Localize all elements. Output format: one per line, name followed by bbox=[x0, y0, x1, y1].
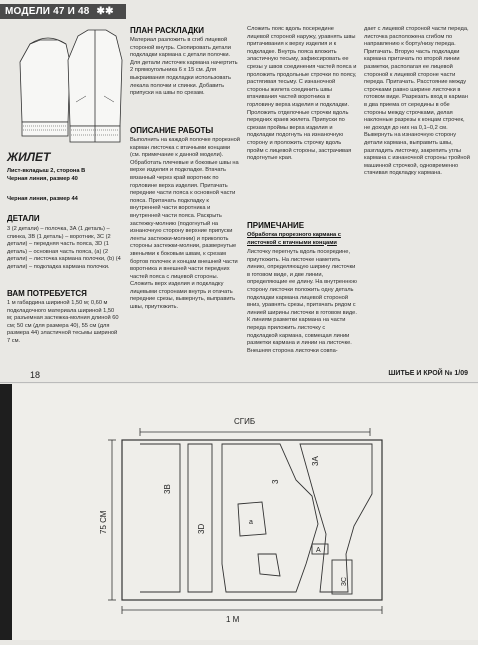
piece-3B-shape bbox=[140, 444, 180, 592]
width-label: 1 М bbox=[226, 615, 240, 624]
piece-3D-shape bbox=[188, 444, 212, 592]
details-heading: ДЕТАЛИ bbox=[7, 214, 40, 223]
fold-label: СГИБ bbox=[234, 417, 256, 426]
piece-3-shape bbox=[222, 444, 318, 592]
model-title: МОДЕЛИ 47 И 48 bbox=[5, 6, 90, 17]
piece-3-label: 3 bbox=[271, 479, 280, 484]
column3-text: Сложить пояс вдоль посередине лицевой стороной наружу, уравнять швы притачивания к верху изделия и к подкладке. Внутрь пояса вложить эластичную тесьму, зафиксировать ее срезы у швов соединения частей пояса и проложить продольные строчки по поясу, растягивая тесьму. С изнаночной стороны жилета соединить швы втачивания частей воротника в горловину верха изделия и подкладки. Проложить отделочные строчки вдоль передних краев жилета. Припуски по срезам проймы верха изделия и подкладки подогнуть на изнаночную сторону и проложить строчку вдоль пройм с лицевой стороны, застрачивая подогнутые края. bbox=[247, 26, 357, 162]
vest-sketch bbox=[8, 22, 126, 162]
layout-heading: ПЛАН РАСКЛАДКИ bbox=[130, 26, 205, 35]
note-text: Листочку перегнуть вдоль посередине, приутюжить. На листочке наметить линию, определяющую ширину листочки в готовом виде, и две линии, определяющие ее длину. На внутреннюю сторону листочки положить одну деталь подкладки кармана лицевой стороной вниз, уравнять срезы, притачать рядом с линией ширины листочки в готовом виде. К линиям разметки кармана на части переда приложить листочку с подкладкой кармана, совмещая линии разметки кармана и линии на листочке. Внешняя сторона листочки совпа- bbox=[247, 249, 357, 354]
difficulty-stars: ✱✱ bbox=[96, 6, 114, 17]
pocket-lining-shape bbox=[258, 554, 280, 576]
work-heading: ОПИСАНИЕ РАБОТЫ bbox=[130, 126, 214, 135]
sheet-info-3: Черная линия, размер 44 bbox=[7, 196, 78, 202]
sheet-info-1: Лист-вкладыш 2, сторона В bbox=[7, 168, 86, 174]
model-header bbox=[0, 4, 126, 19]
pattern-area bbox=[0, 384, 478, 640]
note-subheading: Обработка прорезного кармана с листочкой с втачными концами bbox=[247, 232, 341, 246]
pattern-layout-diagram bbox=[0, 384, 478, 640]
piece-3C-label: 3С bbox=[341, 577, 348, 586]
piece-3B-label: 3В bbox=[163, 484, 172, 494]
piece-3D-label: 3D bbox=[197, 523, 206, 534]
piece-A-label: А bbox=[316, 547, 321, 554]
garment-title: ЖИЛЕТ bbox=[7, 150, 51, 164]
details-text: 3 (2 детали) – полочка, 3А (1 деталь) – спинка, 3В (1 деталь) – воротник, 3С (2 детали) – передняя часть пояса, 3D (1 деталь) – основная часть пояса, (а) (2 детали) – листочка кармана полочки, (b) (4 детали) – подкладка кармана полочки. bbox=[7, 226, 121, 270]
piece-3C-shape bbox=[332, 560, 352, 594]
layout-text: Материал разложить в сгиб лицевой стороной внутрь. Скопировать детали подкладки кармана с детали полочки. Для детали листочек кармана начертить 2 прямоугольника 6 х 15 см. Для выкраивания подкладки использовать лекала полочки и спинки. Добавить припуски на швы по срезам. bbox=[130, 37, 238, 97]
page-number: 18 bbox=[30, 370, 41, 380]
piece-a-label: а bbox=[249, 519, 253, 526]
work-text: Выполнить на каждой полочке прорезной карман листочка с втачными концами (см. примечание к данной модели). Обработать плечевые и боковые швы на верхе изделия и подкладке. Втачать вязанный через край воротник по горловине верха изделия. Притачать передние части пояса к основной части пояса. Притачать подкладку к внутренней части воротника и внутренней части пояса. Раскрыть застежку-молнию (подогнутый на изнаночную сторону верхние припуски ленты застежки-молнии) и приколоть стороны застежки-молнии, развернутые звеньями к боковым швам, к срезам бортов полочек и концам внешней части воротника и внешней части передних частей пояса с лицевой стороны. Сложить верх изделия и подкладку лицевыми сторонами внутрь и отачать передние срезы, вывернуть, выправить швы, приутюжить. bbox=[130, 137, 240, 311]
column4-text: дает с лицевой стороной части переда, листочка расположена сгибом по направлению к борту/низу переда. Притачать. Вторую часть подкладки кармана притачать по второй линии разметки, располагая ее лицевой стороной к лицевой стороне части переда. Притачать. Расстояние между строчками равно ширине листочки в готовом виде. Разрезать вход в карман в два приема от середины в обе стороны между строчками, делая наклонные разрезы к концам строчек, не доходя до них на 0,1–0,2 см. Вывернуть на изнаночную сторону детали кармана, выправить швы, разгладить листочку, закрепить углы кармана с изнаночной стороны тройной машинной строчкой, одновременно стачивая подкладку кармана. bbox=[364, 26, 470, 177]
needed-heading: ВАМ ПОТРЕБУЕТСЯ bbox=[7, 289, 87, 298]
piece-3A-label: 3А bbox=[311, 456, 320, 466]
journal-name: ШИТЬЕ И КРОЙ № 1/09 bbox=[388, 370, 468, 377]
length-label: 75 СМ bbox=[99, 510, 108, 534]
page-divider bbox=[0, 382, 478, 383]
needed-text: 1 м габардина шириной 1,50 м; 0,60 м подкладочного материала шириной 1,50 м; разъемная застежка-молния длиной 60 см; 50 см (для размера 40), 55 см (для размера 44) эластичной тесьмы шириной 7 см. bbox=[7, 300, 119, 344]
note-heading: ПРИМЕЧАНИЕ bbox=[247, 221, 305, 230]
sheet-info-2: Черная линия, размер 40 bbox=[7, 176, 78, 182]
